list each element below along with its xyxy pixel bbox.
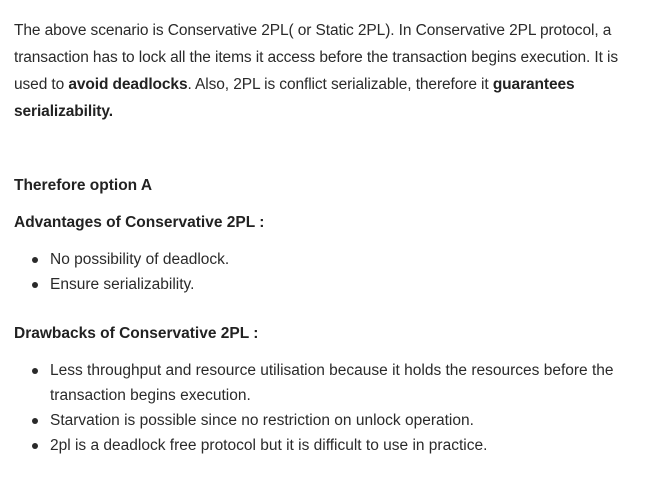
list-item-text: Ensure serializability. [50,276,195,293]
option-answer-line: Therefore option A [14,177,153,194]
intro-bold-guarantees: guarantees serializability. [14,76,575,120]
list-item-text: 2pl is a deadlock free protocol but it is difficult to use in practice. [50,437,488,454]
intro-paragraph [14,0,649,125]
list-item-text: No possibility of deadlock. [50,251,230,268]
list-item [14,272,649,297]
intro-text-1: The above scenario is Conservative 2PL( or Static 2PL). In Conservative 2PL protocol, a transaction has to lock all the items it access before the transaction begins execution. It is used to [14,22,619,93]
list-item [14,247,649,272]
list-item [14,408,649,433]
intro-text-2: . Also, 2PL is conflict serializable, therefore it [187,76,493,93]
list-item [14,358,649,408]
bullet-icon [32,282,38,288]
list-item-text: Less throughput and resource utilisation because it holds the resources before the transaction begins execution. [50,362,614,404]
bullet-icon [32,418,38,424]
bullet-icon [32,257,38,263]
list-item [14,433,649,458]
drawbacks-list [14,358,649,458]
bullet-icon [32,368,38,374]
drawbacks-heading: Drawbacks of Conservative 2PL : [14,325,259,342]
bullet-icon [32,443,38,449]
advantages-heading: Advantages of Conservative 2PL : [14,214,265,231]
advantages-list [14,247,649,297]
list-item-text: Starvation is possible since no restriction on unlock operation. [50,412,474,429]
intro-bold-avoid-deadlocks: avoid deadlocks [68,76,188,93]
